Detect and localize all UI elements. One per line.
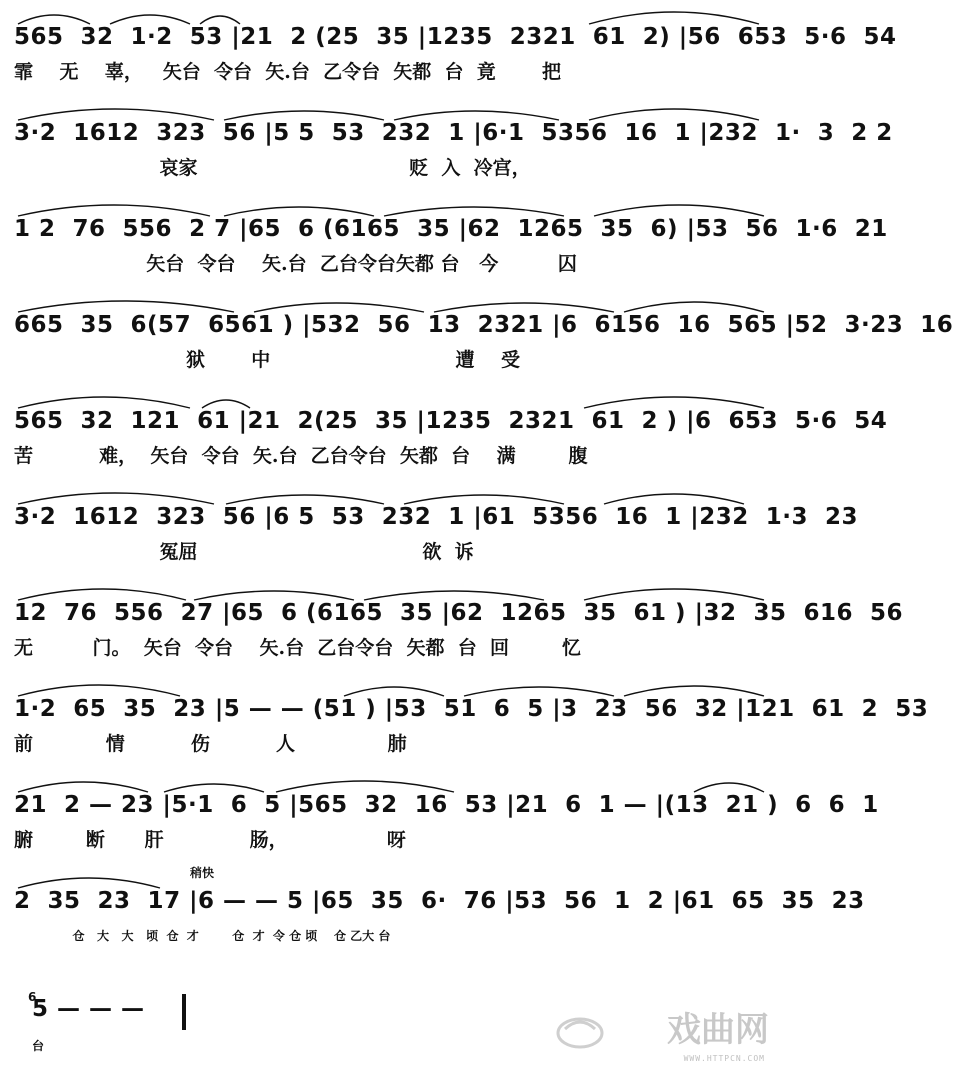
notation-line: 565 32 121 61 |21 2(25 35 |1235 2321 61 2 ) |6 653 5·6 54 [14,408,888,434]
score-row [14,96,893,192]
final-barline [182,994,186,1030]
notation-line: 2 35 23 17 |6 — — 5 |65 35 6· 76 |53 56 1 2 |61 65 35 23 [14,888,865,914]
grace-note: 6 [28,990,37,1004]
watermark-text: 戏曲网 [667,1010,769,1050]
tempo-mark: 稍快 [190,866,215,880]
notation-line: 665 35 6(57 6561 ) |532 56 13 2321 |6 6156 16 565 |52 3·23 16 [14,312,953,338]
lyric-line: 前 情 伤 人 肺 [14,733,407,755]
watermark-url: WWW.HTTPCN.COM [683,1054,765,1063]
notation-line: 1 2 76 556 2 7 |65 6 (6165 35 |62 1265 35 6) |53 56 1·6 21 [14,216,888,242]
notation-line: 5 — — — [32,996,145,1022]
lyric-line: 霏 无 辜， 矢台 令台 矢.台 乙令台 矢都 台 竟 把 [14,61,562,83]
percussion-line: 仓 大 大 顷 仓 才 仓 才 令 仓 顷 仓 乙大 台 [14,929,391,943]
lyric-line: 哀家 贬 入 冷宫， [14,157,531,179]
score-row [14,864,865,960]
notation-line: 12 76 556 27 |65 6 (6165 35 |62 1265 35 61 ) |32 35 616 56 [14,600,904,626]
score-row [14,480,858,576]
score-row [14,768,879,864]
lyric-line: 冤屈 欲 诉 [14,541,474,563]
score-row [14,576,904,672]
notation-line: 21 2 — 23 |5·1 6 5 |565 32 16 53 |21 6 1 — |(13 21 ) 6 6 1 [14,792,879,818]
lyric-line: 狱 中 遭 受 [14,349,520,371]
score-row [14,192,888,288]
lyric-line: 腑 断 肝 肠， 呀 [14,829,406,851]
score-row [14,672,929,768]
lyric-line: 苦 难， 矢台 令台 矢.台 乙台令台 矢都 台 满 腹 [14,445,588,467]
lyric-line: 矢台 令台 矢.台 乙台令台矢都 台 今 囚 [14,253,577,275]
lyric-line: 无 门。 矢台 令台 矢.台 乙台令台 矢都 台 回 忆 [14,637,581,659]
score-row [14,972,774,1068]
score-row [14,288,953,384]
notation-line: 565 32 1·2 53 |21 2 (25 35 |1235 2321 61 2) |56 653 5·6 54 [14,24,897,50]
score-row [14,0,897,96]
notation-line: 3·2 1612 323 56 |5 5 53 232 1 |6·1 5356 16 1 |232 1· 3 2 2 [14,120,893,146]
notation-line: 3·2 1612 323 56 |6 5 53 232 1 |61 5356 16 1 |232 1·3 23 [14,504,858,530]
percussion-line: 台 [32,1039,45,1053]
notation-line: 1·2 65 35 23 |5 — — (51 ) |53 51 6 5 |3 23 56 32 |121 61 2 53 [14,696,929,722]
watermark-logo-icon [553,1011,607,1051]
score-row [14,384,888,480]
